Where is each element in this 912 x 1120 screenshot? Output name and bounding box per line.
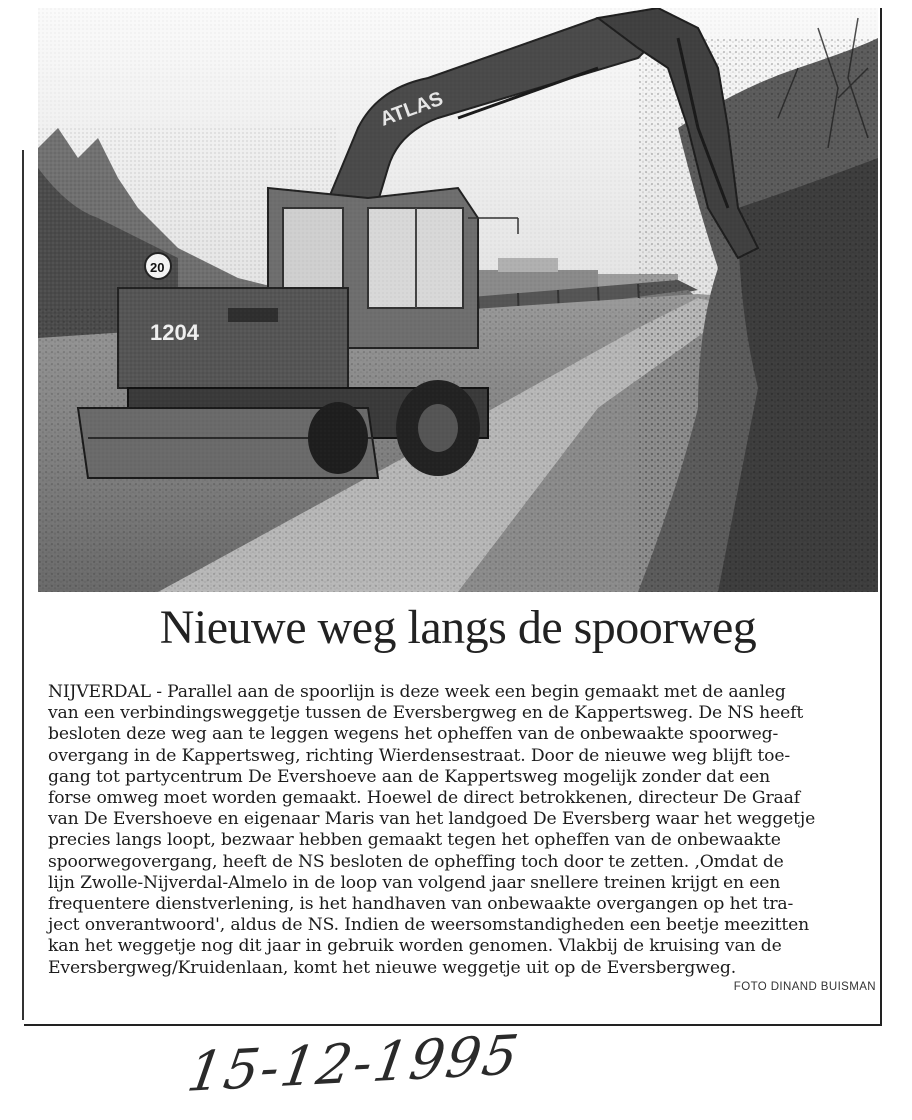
article-line: NIJVERDAL - Parallel aan de spoorlijn is deze week een begin gemaakt met de aanleg (48, 682, 786, 702)
article-headline: Nieuwe weg langs de spoorweg (159, 601, 757, 654)
article-line: gang tot partycentrum De Evershoeve aan de Kappertsweg mogelijk zonder dat een (48, 766, 771, 787)
article-line: overgang in de Kappertsweg, richting Wierdensestraat. Door de nieuwe weg blijft toe- (48, 745, 791, 766)
article-line: precies langs loopt, bezwaar hebben gemaakt tegen het opheffen van de onbewaakte (48, 830, 781, 851)
vehicle-number-label: 1204 (150, 320, 199, 345)
article-line: spoorwegovergang, heeft de NS besloten de opheffing toch door te zetten. ‚Omdat de (48, 851, 784, 872)
article-line: besloten deze weg aan te leggen wegens het opheffen van de onbewaakte spoorweg- (48, 724, 779, 745)
article-line: van De Evershoeve en eigenaar Maris van het landgoed De Eversberg waar het weggetje (48, 809, 816, 830)
handwritten-date: 15-12-1995 (183, 1023, 525, 1104)
article-line: frequentere dienstverlening, is het handhaven van onbewaakte overgangen op het tra- (48, 894, 794, 915)
article-photo (38, 8, 878, 592)
article-line: ject onverantwoord', aldus de NS. Indien de weersomstandigheden een beetje meezitten (48, 915, 810, 936)
speed-sign-label: 20 (150, 260, 165, 275)
article-line: Eversbergweg/Kruidenlaan, komt het nieuwe weggetje uit op de Eversbergweg. (48, 957, 737, 978)
vehicle-brand-label: ATLAS (377, 87, 446, 131)
article-body (48, 682, 874, 979)
article-line: van een verbindingsweggetje tussen de Eversbergweg en de Kappertsweg. De NS heeft (48, 703, 804, 724)
article-line: forse omweg moet worden gemaakt. Hoewel de direct betrokkenen, directeur De Graaf (48, 788, 800, 809)
photo-credit: FOTO DINAND BUISMAN (733, 981, 876, 993)
article-line: lijn Zwolle-Nijverdal-Almelo in de loop van volgend jaar snellere treinen krijgt en een (48, 872, 781, 893)
article-line: kan het weggetje nog dit jaar in gebruik worden genomen. Vlakbij de kruising van de (48, 936, 782, 957)
